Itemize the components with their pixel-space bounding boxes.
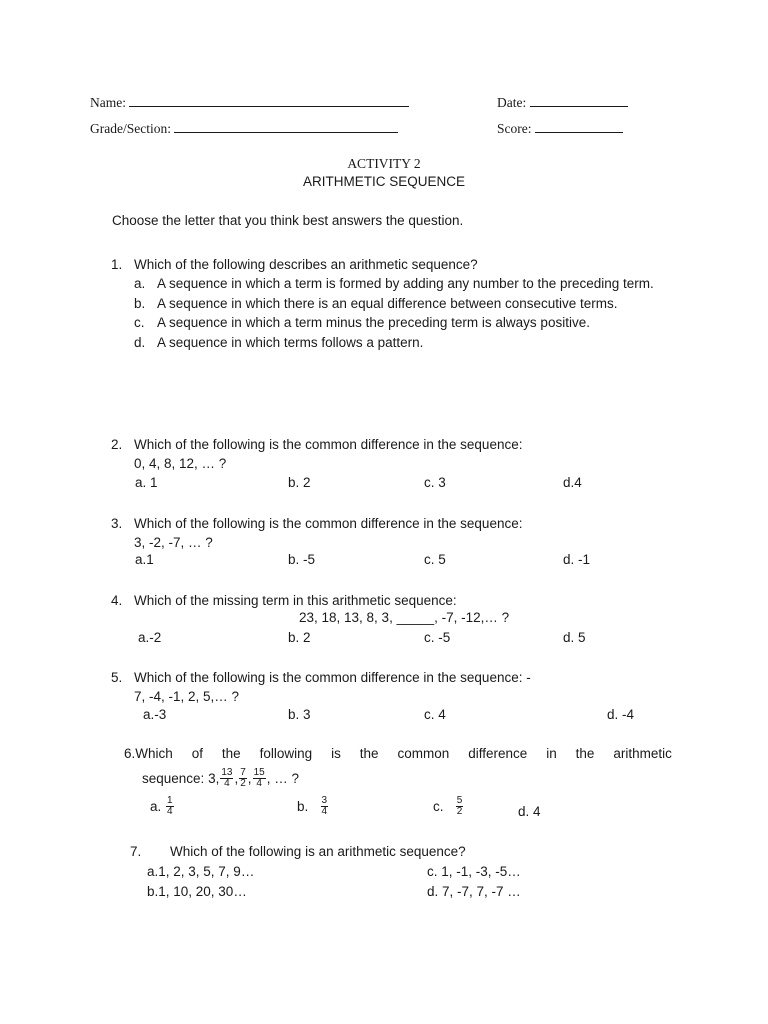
option-a[interactable]: a.1 [135,552,154,567]
question-number: 1. [111,257,123,272]
option-a[interactable]: a.1, 2, 3, 5, 7, 9… [147,864,255,879]
question-4 [111,591,673,610]
score-blank[interactable] [535,120,623,133]
option-c[interactable]: c. 1, -1, -3, -5… [427,864,521,879]
question-text: Which of the following is the common difference in the sequence: [134,516,523,531]
option-b[interactable]: b. -5 [288,552,316,567]
option-c[interactable]: c. 5 [424,552,446,567]
question-number: 5. [111,670,123,685]
sequence-first-term: 3, [208,771,220,786]
option-d[interactable]: d. 5 [563,630,586,645]
option-b[interactable]: b. $\frac{3}{4}$ [297,795,328,817]
option-a[interactable]: a.-3 [143,707,167,722]
sequence-text: 23, 18, 13, 8, 3, _____, -7, -12,… ? [299,610,510,625]
options-list [134,275,673,352]
date-label: Date: [497,95,527,110]
sequence-end: , … ? [266,771,299,786]
option-letter: a. [134,276,146,291]
sequence-label: sequence: [142,771,205,786]
option-a[interactable]: a.-2 [138,630,162,645]
option-d[interactable]: d. -4 [607,707,635,722]
grade-section-field [90,120,398,137]
question-text: Which of the following is the common difference in the sequence: - [134,670,531,685]
question-5 [111,668,673,706]
fraction-term: $\frac{13}{4}$ [221,767,233,789]
sequence-text: 3, -2, -7, … ? [134,535,213,550]
option-letter: d. [134,334,146,350]
date-blank[interactable] [530,94,628,107]
question-text: Which of the missing term in this arithmetic sequence: [134,593,457,608]
option-c[interactable]: c. $\frac{5}{2}$ [433,795,463,817]
option-a[interactable]: a. $\frac{1}{4}$ [150,795,173,817]
option-b[interactable]: b. 3 [288,707,311,722]
option-text: A sequence in which a term is formed by adding any number to the preceding term. [157,276,654,291]
question-number: 3. [111,516,123,531]
option-c[interactable]: c. 3 [424,475,446,490]
option-b[interactable]: b. 2 [288,630,311,645]
option-a[interactable]: a. 1 [135,475,158,490]
option-a[interactable] [134,275,673,294]
sequence-text: sequence: 3, $\frac{13}{4}$ , $\frac{7}{2}$ , $\frac{15}{4}$ , … ? [142,767,299,789]
option-letter: c. [134,315,145,330]
question-number: 2. [111,437,123,452]
instructions: Choose the letter that you think best answers the question. [112,213,464,228]
fraction-value: $\frac{3}{4}$ [321,795,328,817]
question-6: 6.Which of the following is the common difference in the arithmetic [124,746,672,761]
score-field [497,120,623,137]
question-text: Which of the following is the common difference in the sequence: [134,437,523,452]
sequence-text: 0, 4, 8, 12, … ? [134,456,227,471]
option-letter: b. [134,295,146,311]
question-number: 6. [124,746,136,761]
name-field [90,94,409,111]
fraction-value: $\frac{5}{2}$ [456,795,463,817]
option-d[interactable]: d.4 [563,475,582,490]
option-text: A sequence in which a term minus the preceding term is always positive. [157,315,590,330]
fraction-term: $\frac{15}{4}$ [253,767,265,789]
question-7-number: 7. [130,844,142,859]
question-text: Which of the following describes an arithmetic sequence? [134,257,478,272]
date-field [497,94,628,111]
topic-title: ARITHMETIC SEQUENCE [302,174,465,189]
score-label: Score: [497,121,532,136]
activity-title: ACTIVITY 2 [347,156,421,171]
option-d[interactable]: d. -1 [563,552,591,567]
question-7-text: Which of the following is an arithmetic sequence? [170,844,466,859]
question-2 [111,435,673,473]
option-d[interactable]: d. 4 [518,804,541,819]
fraction-term: $\frac{7}{2}$ [240,767,246,789]
fraction-value: $\frac{1}{4}$ [167,795,173,817]
option-b[interactable] [134,295,673,314]
option-d[interactable]: d. 7, -7, 7, -7 … [427,884,521,899]
question-number: 4. [111,593,123,608]
question-1 [111,255,673,352]
option-b[interactable]: b.1, 10, 20, 30… [147,884,247,899]
sequence-text: 7, -4, -1, 2, 5,… ? [134,689,240,704]
name-blank[interactable] [129,94,409,107]
option-c[interactable] [134,314,673,333]
name-label: Name: [90,95,126,110]
option-text: A sequence in which there is an equal difference between consecutive terms. [157,295,618,311]
option-text: A sequence in which terms follows a pattern. [157,334,424,350]
option-b[interactable]: b. 2 [288,475,311,490]
grade-section-label: Grade/Section: [90,121,171,136]
grade-section-blank[interactable] [174,120,398,133]
question-3 [111,514,673,552]
option-d[interactable] [134,334,673,353]
option-c[interactable]: c. 4 [424,707,446,722]
option-c[interactable]: c. -5 [424,630,451,645]
question-text-start: Which [135,746,173,761]
